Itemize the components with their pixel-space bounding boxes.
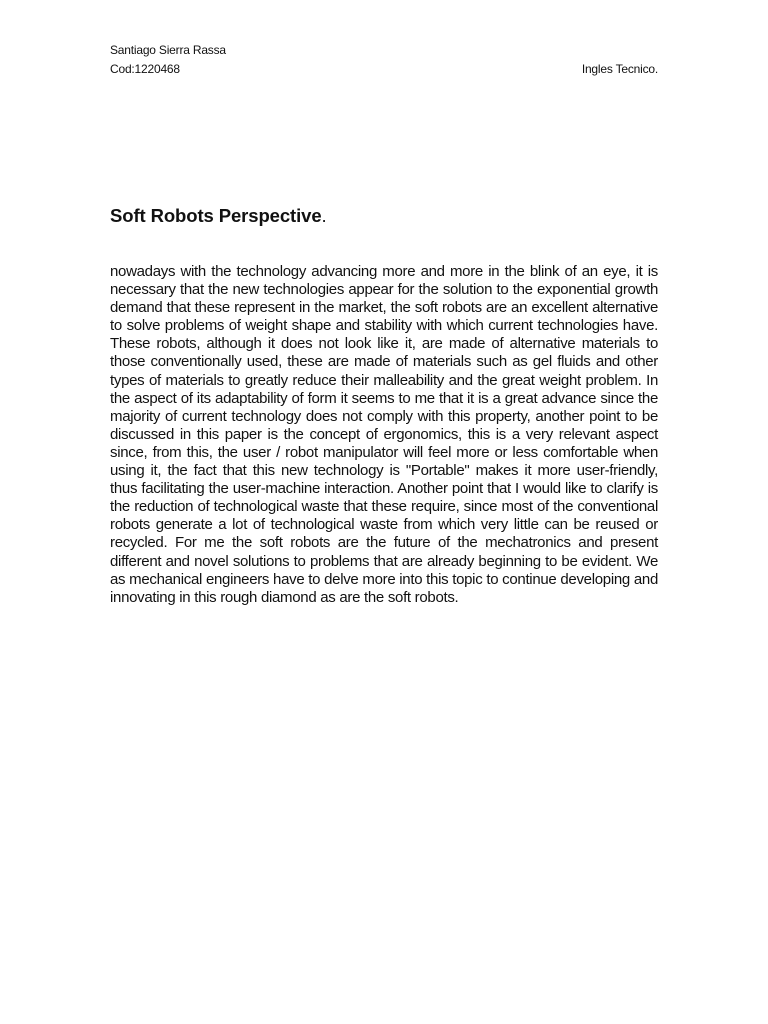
- document-header: [110, 41, 658, 79]
- author-name: Santiago Sierra Rassa: [110, 43, 226, 57]
- title-period: .: [321, 205, 327, 226]
- body-paragraph: nowadays with the technology advancing more and more in the blink of an eye, it is necessary that the new technologies appear for the solution to the exponential growth demand that these represent in the market, the soft robots are an excellent alternative to solve problems of weight shape and stability with which current technologies have. These robots, although it does not look like it, are made of alternative materials to those conventionally used, these are made of materials such as gel fluids and other types of materials to greatly reduce their malleability and the great weight problem. In the aspect of its adaptability of form it seems to me that it is a great advance since the majority of current technology does not comply with this property, another point to be discussed in this paper is the concept of ergonomics, this is a very relevant aspect since, from this, the user / robot manipulator will feel more or less comfortable when using it, the fact that this new technology is "Portable" makes it more user-friendly, thus facilitating the user-machine interaction. Another point that I would like to clarify is the reduction of technological waste that these require, since most of the conventional robots generate a lot of technological waste from which very little can be reused or recycled. For me the soft robots are the future of the mechatronics and present different and novel solutions to problems that are already beginning to be evident. We as mechanical engineers have to delve more into this topic to continue developing and innovating in this rough diamond as are the soft robots.: [110, 263, 658, 606]
- course-name: Ingles Tecnico.: [581, 62, 658, 76]
- title-text: Soft Robots Perspective: [110, 205, 322, 226]
- student-code: Cod:1220468: [110, 62, 180, 76]
- header-row-author: [110, 41, 658, 60]
- header-row-code: [110, 60, 658, 79]
- document-title: [110, 204, 327, 228]
